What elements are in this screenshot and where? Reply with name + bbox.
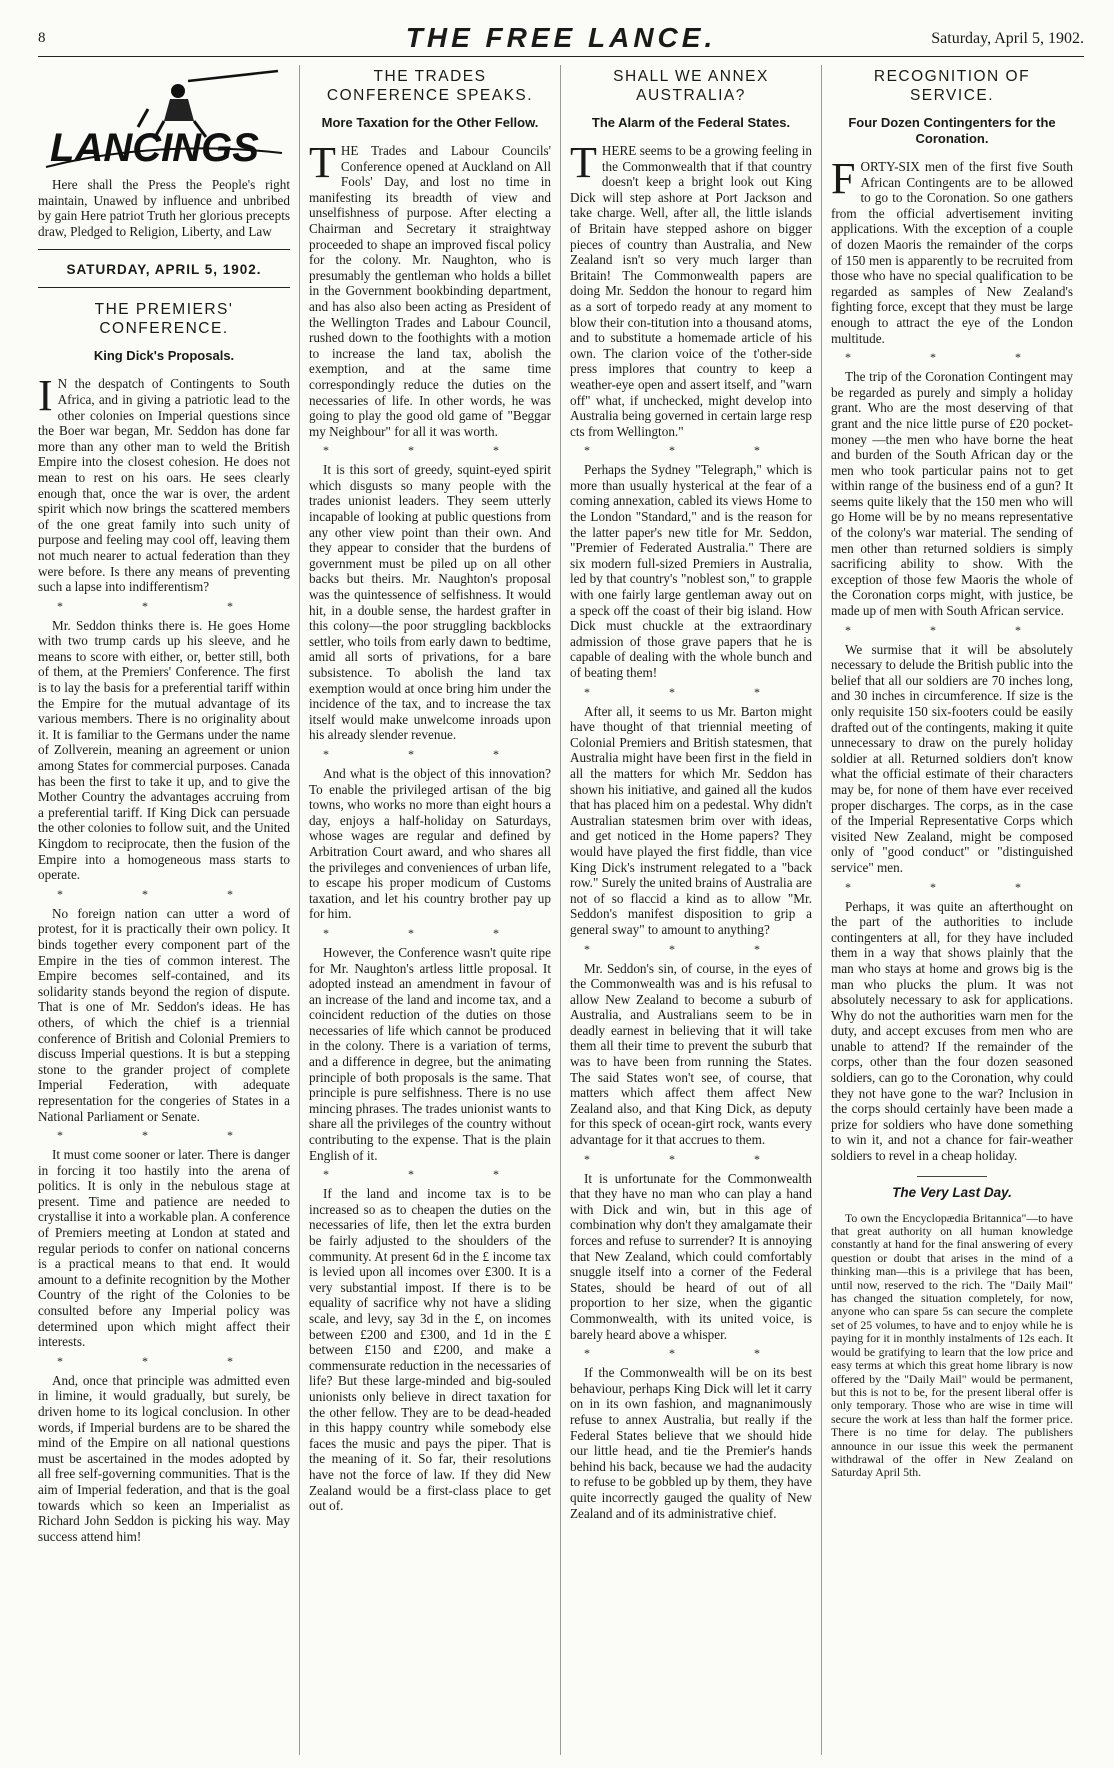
paragraph: FORTY-SIX men of the first five South African Contingents are to be allowed to go to the Coronation. So one gathers from the official advertisement inviting applications. With the exception of a couple of dozen Maoris the remainder of the corps of 150 men is apparently to be recruited from those who have no special qualification to be regarded as samples of New Zealand's fighting force, except that they must be large enough to attract the eye of the London multitude. bbox=[831, 154, 1073, 346]
article-headline: The Very Last Day. bbox=[892, 1184, 1012, 1200]
section-break: * * * bbox=[584, 1346, 798, 1361]
paragraph: To own the Encyclopædia Britannica"—to have that great authority on all human knowledge constantly at hand for the final answering of every question or doubt that arises in the mind of a thinking man—this is a privilege that has been, until now, reserved to the rich. The "Daily Mail" has changed the situation completely, for now, anyone who can spare 5s can secure the complete set of 25 volumes, to have and to enjoy while he is paying for it in monthly instalments of 12s each. It would be gratifying to learn that the low price and easy terms at which this great home library is now offered by the "Daily Mail" would be permanent, but this is not to be, for the present liberal offer is only temporary. Those who are wise in time will secure the work at less than half the former price. There is no time for delay. The publishers announce in our issue this week the permanent withdrawal of the offer in New Zealand on Saturday April 5th. bbox=[831, 1210, 1073, 1480]
lancer-illustration-icon bbox=[38, 69, 290, 177]
page-number: 8 bbox=[38, 30, 46, 46]
column-3 bbox=[560, 65, 821, 1755]
section-break: * * * bbox=[57, 1353, 271, 1368]
paragraph: THE Trades and Labour Councils' Conference opened at Auckland on All Fools' Day, and lost no time in manifesting its breadth of view and unselfishness of purpose. After electing a Chairman and Secretary it straightway proceeded to shape an improved fiscal policy for the colony. Mr. Naughton, who is presumably the gentleman who holds a billet in the Government bookbinding department, and has also also been acting as President of the Wellington Trades and Labour Council, rushed down to the foothights with a motion to increase the land tax, abolish the exemption, and at the same time correspondingly reduce the duties on the necessaries of life. In other words, he was going to play the good old game of "Beggar my Neighbour" for all it was worth. bbox=[309, 138, 551, 439]
paragraph: THERE seems to be a growing feeling in the Commonwealth that if that country doesn't keep a bright look out King Dick will step ashore at Port Jackson and take charge. Well, after all, the little islands of Britain have stepped ashore on bigger pieces of country than Australia, and New Zealand isn't so very much larger than Britain! The Commonwealth papers are doing Mr. Seddon the honour to regard him as a sort of torpedo ready at any moment to blow their con-titution into a thousand atoms, and to substitute a homemade article of his own. The clarion voice of the t'other-side press implores that country to keep a weather-eye open and assert itself, and "warn off" what, if unchecked, might develop into Australia being governed in certain large resp cts from Wellington." bbox=[570, 138, 812, 439]
paragraph: Mr. Seddon thinks there is. He goes Home with two trump cards up his sleeve, and he means to score with either, or, better still, both of them, at the Premiers' Conference. The first is to lay the basis for a preferential tariff within the Empire for the mutual advantage of its various members. There is no originality about it. It is familiar to the Germans under the name of Zollverein, meaning an agreement or union among States for commercial purposes. Canada has been the first to take it up, and to give the Mother Country the advantages accruing from a preferential tariff. If King Dick can persuade the other colonies to follow suit, and the United Kingdom to reciprocate, then the fusion of the Empire into a homogeneous mass starts to operate. bbox=[38, 617, 290, 883]
section-break: * * * bbox=[845, 879, 1059, 894]
paragraph: The trip of the Coronation Contingent may be regarded as purely and simply a holiday grant. Who are the most deserving of that grant and the nice little purse of £20 pocket-money —the men who have borne the heat and burden of the South African day or the men who took particular pains not to get within range of the business end of a gun? It seems quite likely that the 150 men who will go Home will be by no means representative of the colony's war material. The sending of men other than returned soldiers is simply sacrificing ability to show. With the exception of those few Maoris the whole of the Coronation corps might, with justice, be made up of men with South African service. bbox=[831, 369, 1073, 619]
short-divider bbox=[917, 1176, 987, 1177]
paragraph: It is unfortunate for the Commonwealth that they have no man who can play a hand with Dick and win, but in this age of combination why don't they amalgamate their forces and refuse to surrender? It is annoying that New Zealand, which could comfortably snuggle itself into a corner of the Federal States, should be heard of out of all proportion to her size, when the gigantic Commonwealth, with its united voice, is barely heard above a whisper. bbox=[570, 1170, 812, 1342]
section-break: * * * bbox=[323, 1167, 537, 1182]
section-break: * * * bbox=[323, 746, 537, 761]
logo-motto: Here shall the Press the People's right maintain, Unawed by influence and unbribed by gain Here patriot Truth her glorious precepts draw, Pledged to Religion, Liberty, and Law bbox=[38, 177, 290, 239]
paragraph: No foreign nation can utter a word of protest, for it is practically their own policy. It binds together every component part of the Empire in the ties of common interest. The Empire becomes self-contained, and its solidarity stands beyond the region of dispute. That is one of Mr. Seddon's ideas. He has others, of which the chief is a triennial conference of British and Colonial Premiers to discuss Imperial questions. It is but a stepping stone to the grander project of complete Imperial Federation, with adequate representation for the congeries of States in a National Parliament or Senate. bbox=[38, 905, 290, 1124]
drop-cap: T bbox=[570, 138, 597, 187]
paragraph: It must come sooner or later. There is danger in forcing it too hastily into the arena of politics. It is only in the nebulous stage at present. Time and patience are needed to crystallise it into a workable plan. A conference of Premiers meeting at London at stated and regular periods to confer on national concerns is a practical means to that end. It would amount to a definite recognition by the Mother Country of the right of the Colonies to be consulted before any Imperial policy was determined upon which might affect their interests. bbox=[38, 1147, 290, 1350]
paragraph: And, once that principle was admitted even in limine, it would gradually, but surely, be driven home to its logical conclusion. In other words, if Imperial burdens are to be shared the mind of the Empire on all national questions must be ascertained in the modes adopted by all free self-governing communities. That is the aim of Imperial federation, and that is the goal towards which so keen an Imperialist as Richard John Seddon is picking his way. May success attend him! bbox=[38, 1372, 290, 1544]
paragraph: Perhaps, it was quite an afterthought on the part of the authorities to include contingenters at all, for they have included them in a way that shows plainly that the man who stays at home and grows big is the man who plucks the plum. It was not absolutely necessary to ask for applications. Why do not the authorities warn men for the duty, and accept excuses from men who are unable to attend? If the remainder of the corps, other than the four dozen seasoned soldiers, can go to the Coronation, why could they not have gone to the war? Inclusion in the corps should certainly have been made a prize for soldiers who have done something to win it, and not a chance for fair-weather soldiers to revel in a cheap holiday. bbox=[831, 898, 1073, 1164]
section-break: * * * bbox=[57, 598, 271, 613]
article-headline: THE PREMIERS' CONFERENCE. bbox=[94, 301, 234, 338]
article-headline: SHALL WE ANNEX AUSTRALIA? bbox=[613, 68, 769, 104]
columns bbox=[38, 65, 1084, 1755]
article-headline: THE TRADES CONFERENCE SPEAKS. bbox=[326, 68, 534, 104]
article-subhead: King Dick's Proposals. bbox=[93, 348, 235, 364]
paragraph: However, the Conference wasn't quite ripe for Mr. Naughton's artless little proposal. It adopted instead an amendment in favour of an increase of the land and income tax, and a coincident reduction of the duties on those necessaries of life which cannot be produced in the colony. There is a variation of terms, and a difference in degree, but the animating principle of both proposals is the same. That principle is pure selfishness. There is no use mincing phrases. The trades unionist wants to share all the privileges of the country without contributing to the expense. That is the plain English of it. bbox=[309, 944, 551, 1163]
section-break: * * * bbox=[323, 443, 537, 458]
section-break: * * * bbox=[323, 925, 537, 940]
paragraph: It is this sort of greedy, squint-eyed spirit which disgusts so many people with the trades unionist leaders. They seem utterly incapable of looking at public questions from any other view point than their own. And they appear to consider that the burdens of government must be piled up on all other backs but theirs. Mr. Naughton's proposal was the quintessence of selfishness. It would hit, in a double sense, the hardest grafter in this colony—the poor struggling backblocks settler, who toils from early dawn to bedtime, amid all sorts of privations, for a bare subsistence. To abolish the land tax exemption would at once bring him under the incidence of the tax, and to increase the tax itself would make unwelcome inroads upon his already slender revenue. bbox=[309, 462, 551, 743]
paragraph: If the land and income tax is to be increased so as to cheapen the duties on the necessaries of life, then let the extra burden be fairly adjusted to the shoulders of the community. At present 6d in the £ income tax is levied upon all incomes over £300. It is a very substantial impost. If there is to be equality of sacrifice why not have a sliding scale, and levy, say 3d in the £, on incomes between £200 and £300, and 1d in the £ between £150 and £200, and make a commensurate reduction in the necessaries of life? But these large-minded and big-souled unionists only believe in direct taxation for the other fellow. They are to be dead-headed in this happy country while somebody else faces the music and pays the piper. That is the meaning of it. So far, their resolutions have not the force of law. If they did New Zealand would be a first-class place to get out of. bbox=[309, 1186, 551, 1514]
section-break: * * * bbox=[845, 350, 1059, 365]
section-break: * * * bbox=[57, 1128, 271, 1143]
newspaper-title: THE FREE LANCE. bbox=[405, 22, 717, 53]
drop-cap: F bbox=[831, 154, 856, 203]
paragraph: Mr. Seddon's sin, of course, in the eyes of the Commonwealth was and is his refusal to allow New Zealand to become a suburb of Australia, and Australians seem to be in deadly earnest in believing that it will take them all their time to prevent the suburb that was to have been from running the States. The said States won't see, of course, that matters which affect them affect New Zealand also, and that King Dick, as deputy for this speck of ocean-girt rock, wants every advantage for it that accrues to them. bbox=[570, 960, 812, 1148]
drop-cap: I bbox=[38, 371, 53, 421]
section-break: * * * bbox=[845, 622, 1059, 637]
divider bbox=[38, 249, 290, 250]
column-4 bbox=[821, 65, 1082, 1755]
section-break: * * * bbox=[57, 886, 271, 901]
paragraph: I N the despatch of Contingents to South Africa, and in giving a patriotic lead to the other colonies on Imperial questions since the Boer war began, Mr. Seddon has done far more than any other man to weld the British Empire into the closest cohesion. He does not mean to rest on his oars. He sees clearly enough that, once the war is over, the ardent spirit which now brings the scattered members of the one great family into such unity of purpose and feeling may cool off, leaving them not much nearer to actual federation than they were before. Is there any means of preventing such a lapse into indifferentism? bbox=[38, 371, 290, 595]
paragraph: After all, it seems to us Mr. Barton might have thought of that triennial meeting of Colonial Premiers and British statesmen, that Australia might have been first in the field in all the matters for which Mr. Seddon has shown his initiative, and gained all the kudos that has placed him on a pedestal. Why didn't Australian statesmen brim over with ideas, and get noticed in the Home papers? They would have played the first fiddle, than vice King Dick's instrument relegated to a "back row." Surely the united brains of Australia are not of so flaccid a kind as to allow "Mr. Seddon's manifest disposition to grip a general sway" to amount to anything? bbox=[570, 703, 812, 937]
article-subhead: Four Dozen Contingenters for the Coronation. bbox=[848, 115, 1056, 146]
issue-date: Saturday, April 5, 1902. bbox=[931, 30, 1084, 47]
section-break: * * * bbox=[584, 684, 798, 699]
drop-cap: T bbox=[309, 138, 336, 187]
article-subhead: The Alarm of the Federal States. bbox=[591, 115, 791, 130]
paragraph: If the Commonwealth will be on its best behaviour, perhaps King Dick will let it carry on in its own fashion, and magnanimously refuse to annex Australia, but really if the Federal States believe that we should hide our little head, and tie the Premier's hands behind his back, because we had the audacity to refuse to be gobbled up by them, they have quite incorrectly gauged the quality of New Zealand and of its administrative chief. bbox=[570, 1365, 812, 1521]
section-break: * * * bbox=[584, 1151, 798, 1166]
article-headline: RECOGNITION OF SERVICE. bbox=[873, 68, 1031, 104]
column-1 bbox=[38, 65, 299, 1755]
lancings-logo bbox=[38, 69, 290, 177]
divider bbox=[38, 287, 290, 288]
section-break: * * * bbox=[584, 443, 798, 458]
article-subhead: More Taxation for the Other Fellow. bbox=[321, 115, 539, 130]
paragraph: We surmise that it will be absolutely necessary to delude the British public into the belief that all our soldiers are 70 inches long, and 30 inches in circumference. If size is the only requisite 150 six-footers could be easily drafted out of the contingents, making it quite unnecessary to draw on the purely holiday soldier at all. Returned soldiers don't know what the official estimate of their characters may be, for none of them have ever received proper discharges. The corps, as in the case of the Imperial Representative Corps which visited New Zealand, might be composed only of "good conduct" or "distinguished service" men. bbox=[831, 641, 1073, 875]
column-2 bbox=[299, 65, 560, 1755]
paragraph: Perhaps the Sydney "Telegraph," which is more than usually hysterical at the fear of a coming annexation, cabled its views Home to the London "Standard," and is the reason for the latter paper's new title for Mr. Seddon, "Premier of Federated Australia." There are six modern full-sized Premiers in Australia, led by that country's "noblest son," to grapple with one fairly large gentleman away out on a speck off the coast of their big island. How Dick must chuckle at the extraordinary admission of those grave papers that he is capable of dealing with the whole bunch and of beating them! bbox=[570, 462, 812, 680]
paragraph: And what is the object of this innovation? To enable the privileged artisan of the big towns, who works no more than eight hours a day, enjoys a half-holiday on Saturdays, whose wages are regular and defined by Arbitration Court award, and who shares all the privileges and conveniences of urban life, to escape his proper modicum of Customs taxation, and let his country brother pay up for him. bbox=[309, 765, 551, 922]
masthead bbox=[38, 22, 1084, 57]
svg-text:LANCINGS: LANCINGS bbox=[50, 126, 259, 170]
dateline: SATURDAY, APRIL 5, 1902. bbox=[66, 262, 262, 278]
section-break: * * * bbox=[584, 941, 798, 956]
